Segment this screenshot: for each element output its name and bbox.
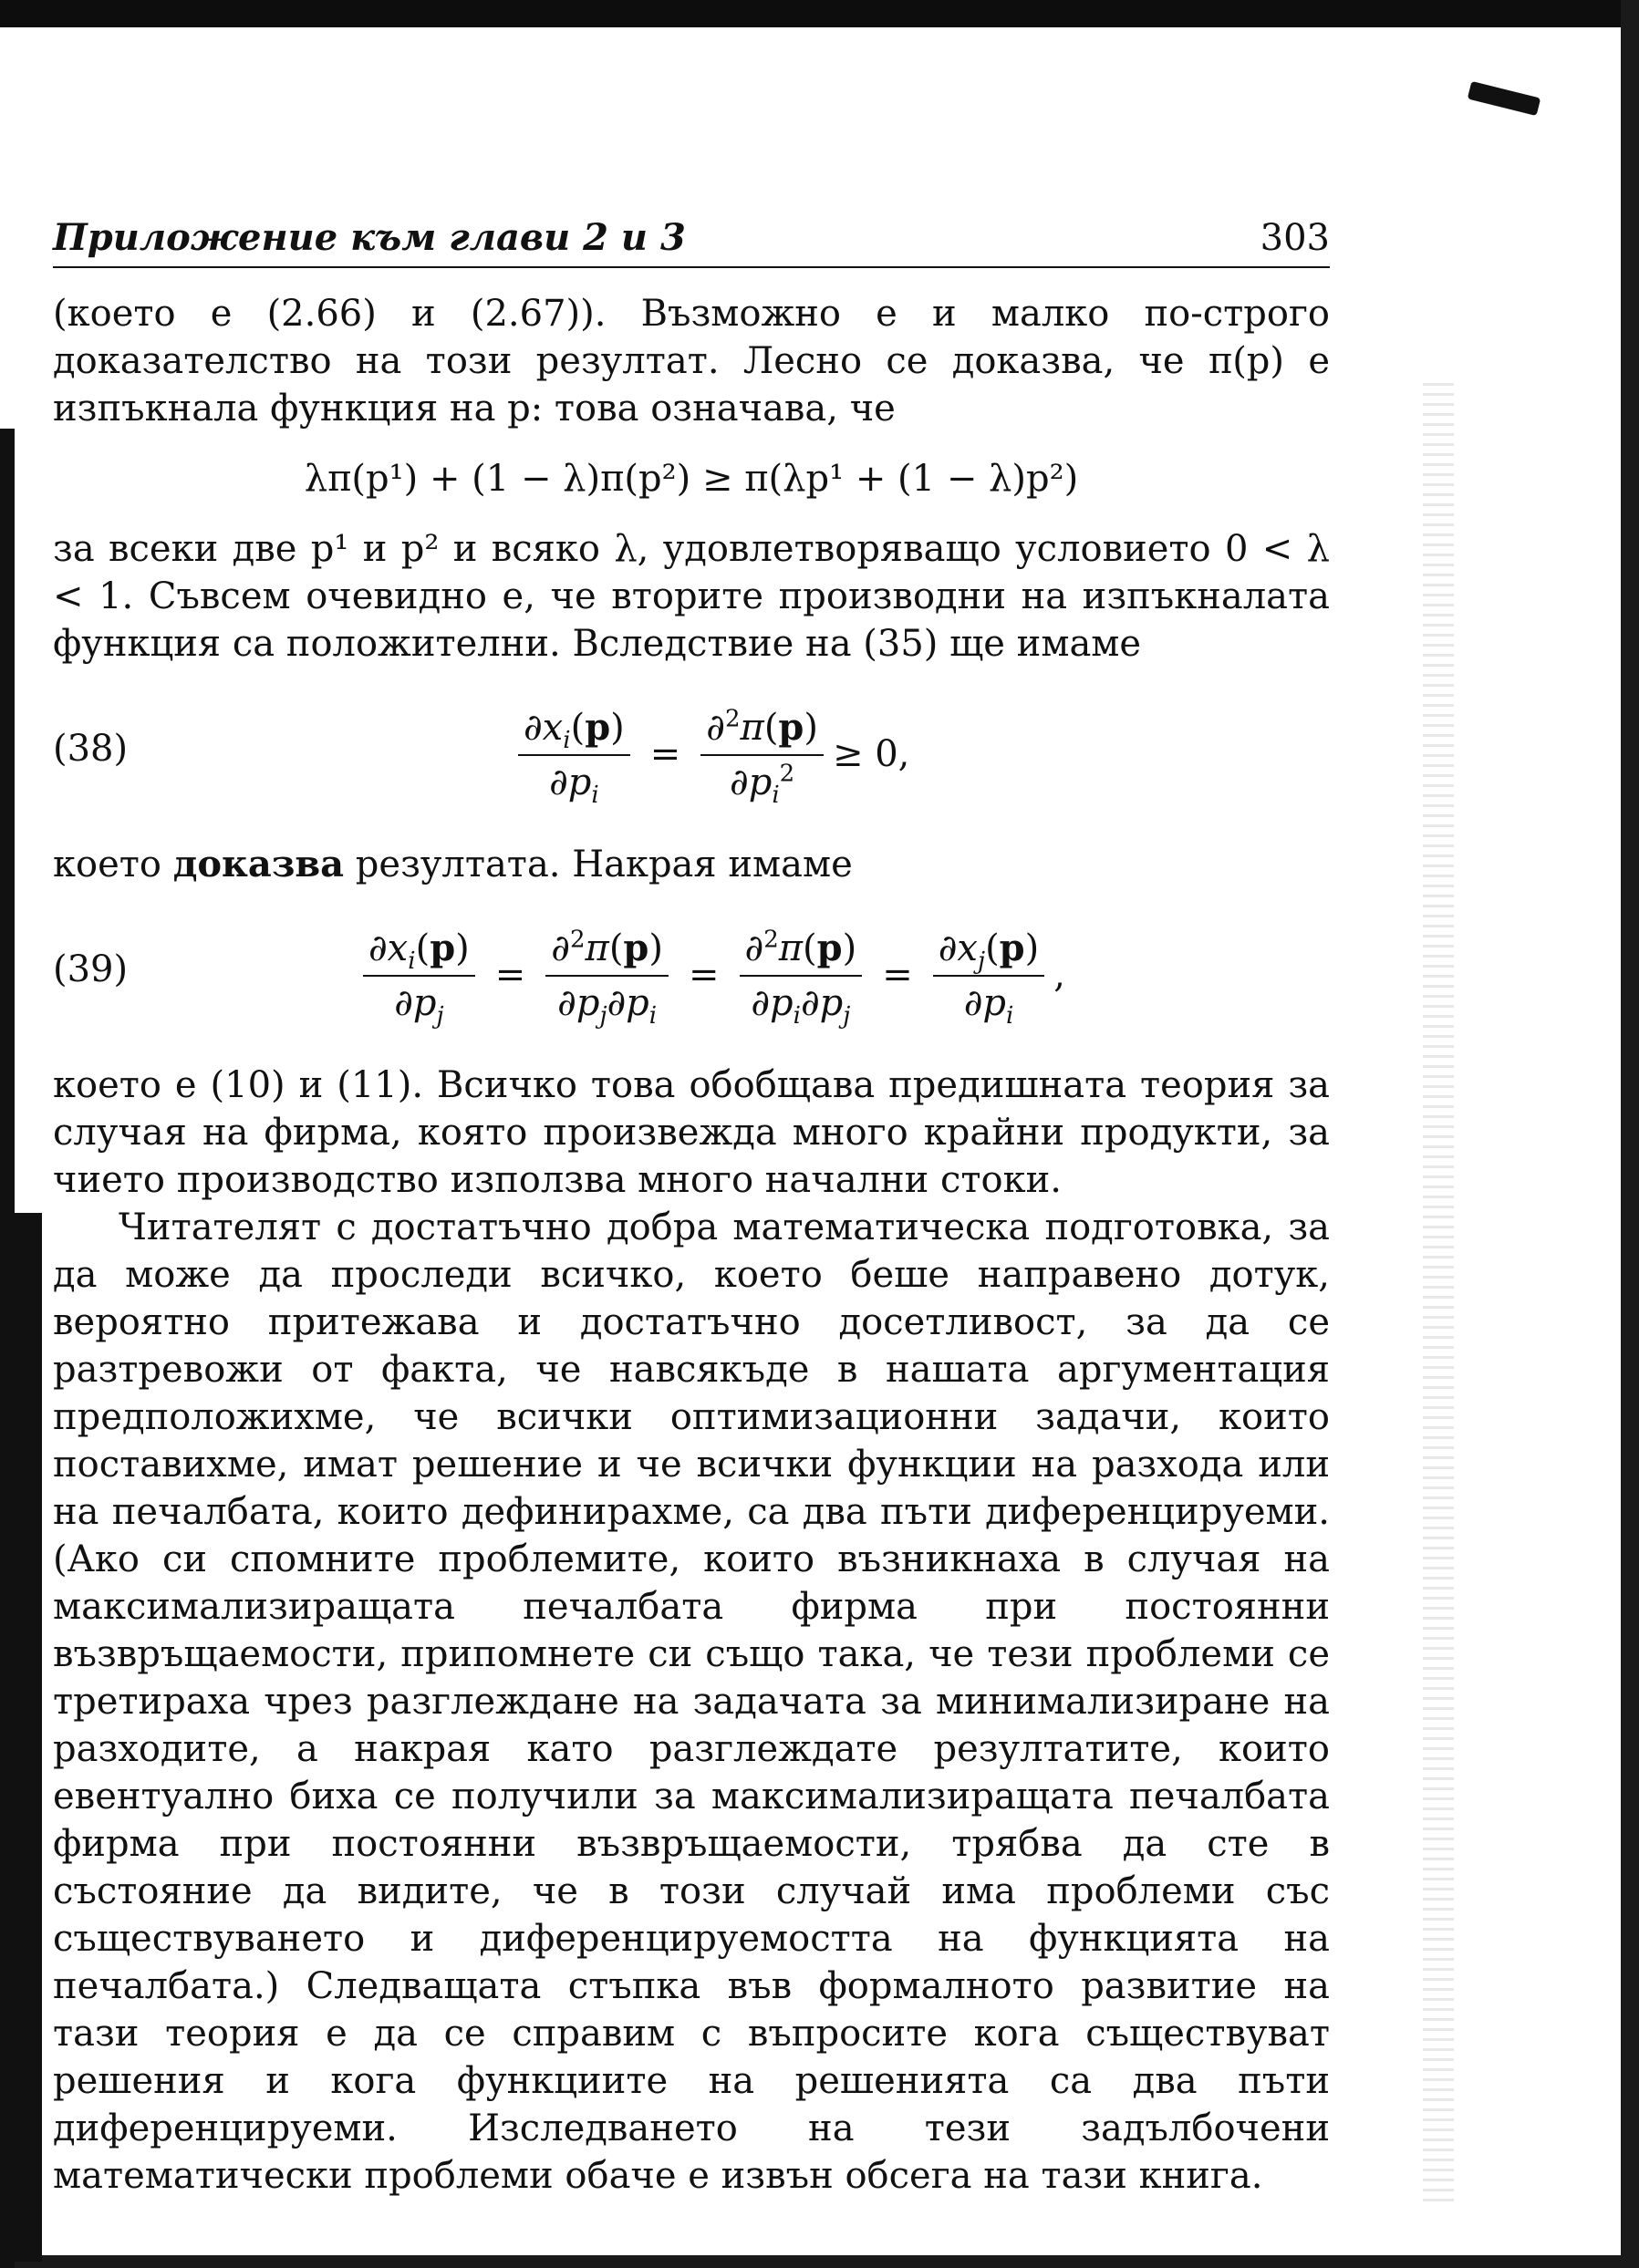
paragraph-3-bold: доказва bbox=[172, 843, 345, 885]
scan-border-top bbox=[0, 0, 1639, 27]
running-head bbox=[53, 210, 1330, 268]
equation-38-body: $\frac{\partial x_i(p)}{\partial p_i}$ = $\frac{\partial^2\pi(p)}{\partial p_i^2}$ ≥ 0, bbox=[509, 677, 909, 832]
scan-noise-strip bbox=[1423, 383, 1454, 2207]
paragraph-3-start: което bbox=[53, 844, 173, 885]
equation-38 bbox=[53, 677, 1330, 832]
scan-mark bbox=[1468, 81, 1541, 116]
equation-39-number: (39) bbox=[53, 948, 129, 990]
scan-border-right bbox=[1621, 0, 1639, 2268]
fraction-second-derivative: $\frac{\partial^2\pi(p)}{\partial p_i^2}$ bbox=[700, 706, 824, 803]
fraction-d2pi-dpjdpi: $\frac{\partial^2\pi(p)}{\partial p_j\partial p_i}$ bbox=[545, 927, 669, 1024]
page-number: 303 bbox=[1260, 217, 1330, 259]
paragraph-1: (което е (2.66) и (2.67)). Възможно е и малко по-строго доказателство на този резултат. Лесно се доказва, че π(p) е изпъкнала функция на p: това означава, че bbox=[53, 293, 1330, 430]
convexity-inequality: λπ(p¹) + (1 − λ)π(p²) ≥ π(λp¹ + (1 − λ)p²) bbox=[304, 458, 1079, 500]
equation-38-tail: ≥ 0, bbox=[833, 733, 910, 775]
fraction-dxi-dpi: $\frac{\partial x_i(p)}{\partial p_i}$ bbox=[518, 706, 630, 803]
paragraph-4: което е (10) и (11). Всичко това обобщава предишната теория за случая на фирма, която произвежда много крайни продукти, за чието производство използва много начални стоки. bbox=[53, 1064, 1330, 1201]
equation-39 bbox=[53, 897, 1330, 1052]
fraction-dxi-dpj: $\frac{\partial x_i(p)}{\partial p_j}$ bbox=[363, 927, 475, 1024]
fraction-d2pi-dpidpj: $\frac{\partial^2\pi(p)}{\partial p_i\partial p_j}$ bbox=[740, 927, 863, 1024]
fraction-dxj-dpi: $\frac{\partial x_j(p)}{\partial p_i}$ bbox=[933, 927, 1045, 1024]
paragraph-3-end: резултата. Накрая имаме bbox=[344, 844, 853, 885]
scan-shadow-left bbox=[0, 1213, 42, 2262]
paragraph-3 bbox=[53, 841, 1330, 888]
equation-39-tail: , bbox=[1053, 954, 1065, 996]
paragraph-5: Читателят с достатъчно добра математическа подготовка, за да може да проследи всичко, което беше направено дотук, вероятно притежава и достатъчно досетливост, за да се разтревожи от факта, че навсякъде в нашата аргументация предположихме, че всички оптимизационни задачи, които поставихме, имат решение и че всички функции на разхода или на печалбата, които дефинирахме, са два пъти диференцируеми. (Ако си спомните проблемите, които възникнаха в случая на максимализиращата печалбата фирма при постоянни възвръщаемости, припомнете си също така, че тези проблеми се третираха чрез разглеждане на задачата за минимализиране на разходите, а накрая като разглеждате резултатите, които евентуално биха се получили за максимализиращата печалбата фирма при постоянни възвръщаемости, трябва да сте в състояние да видите, че в този случай има проблеми със съществуването и диференцируемостта на функцията на печалбата.) Следващата стъпка във формалното развитие на тази теория е да се справим с въпросите кога съществуват решения и кога функциите на решенията са два пъти диференцируеми. Изследването на тези задълбочени математически проблеми обаче е извън обсега на тази книга. bbox=[53, 1206, 1330, 2197]
book-page bbox=[53, 210, 1330, 2200]
equation-39-body: $\frac{\partial x_i(p)}{\partial p_j}$ = $\frac{\partial^2\pi(p)}{\partial p_j\partial p_i}$ = $\frac{\partial^2\pi(p)}{\partial p_i\partial p_j}$ = $\frac{\partial x_j(p)}{\partial p_i}$ , bbox=[354, 897, 1065, 1052]
running-head-title: Приложение към глави 2 и 3 bbox=[53, 216, 686, 259]
paragraph-2: за всеки две p¹ и p² и всяко λ, удовлетворяващо условието 0 < λ < 1. Съвсем очевидно е, че вторите производни на изпъкналата функция са положителни. Вследствие на (35) ще имаме bbox=[53, 528, 1330, 665]
equation-38-number: (38) bbox=[53, 728, 129, 770]
scan-border-bottom bbox=[0, 2255, 1639, 2268]
